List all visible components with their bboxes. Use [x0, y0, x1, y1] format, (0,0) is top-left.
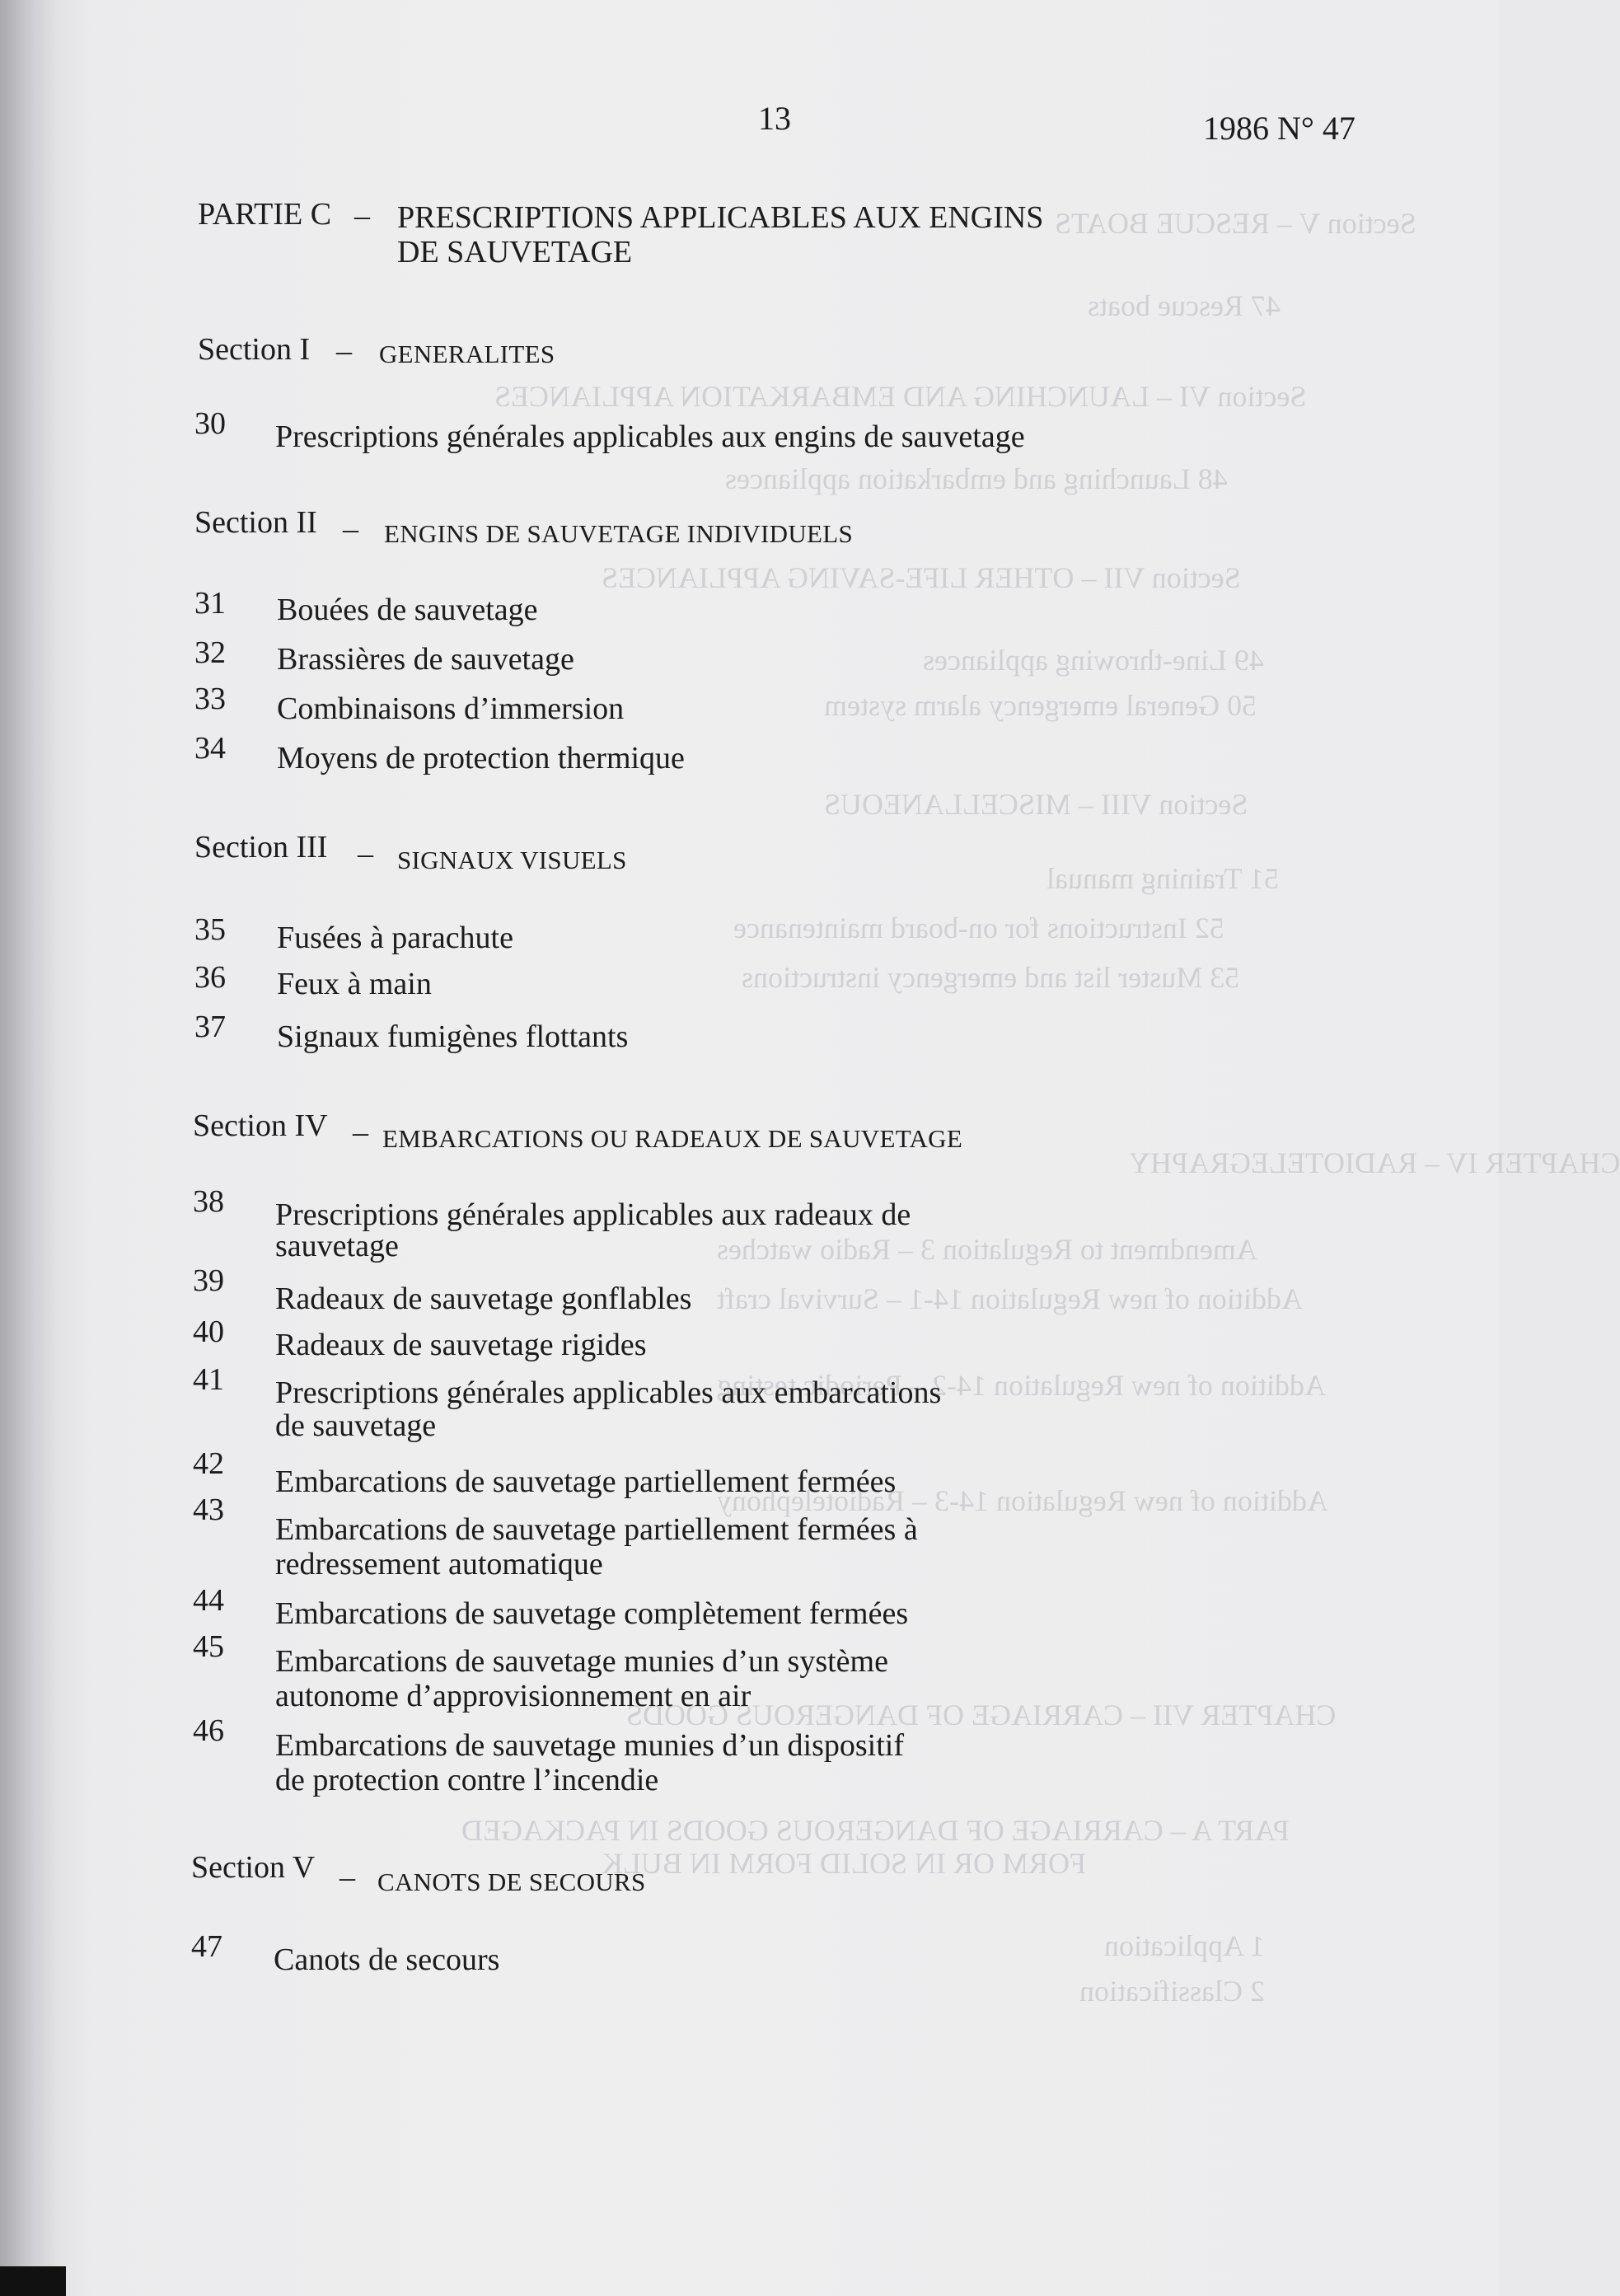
item-text: Fusées à parachute [277, 921, 513, 955]
section-label: Section II [194, 505, 317, 540]
item-number: 47 [191, 1929, 222, 1964]
item-text-cont: autonome d’approvisionnement en air [275, 1679, 751, 1713]
item-number: 40 [193, 1314, 224, 1349]
item-number: 32 [194, 635, 226, 670]
section-title: GENERALITES [379, 340, 555, 368]
item-text: Feux à main [277, 967, 432, 1001]
item-number: 34 [194, 731, 226, 766]
part-label: PARTIE C [198, 197, 332, 232]
item-number: 42 [193, 1446, 224, 1481]
scan-edge-shadow [0, 2266, 66, 2296]
item-number: 35 [194, 912, 226, 947]
section-label: Section IV [193, 1108, 328, 1143]
item-text: Embarcations de sauvetage partiellement fermées [275, 1464, 897, 1499]
item-text-cont: de protection contre l’incendie [275, 1763, 659, 1797]
item-text: Prescriptions générales applicables aux radeaux de [275, 1197, 911, 1232]
section-title: EMBARCATIONS OU RADEAUX DE SAUVETAGE [382, 1124, 963, 1153]
issue-number: 1986 N° 47 [1203, 110, 1355, 147]
item-number: 33 [194, 682, 226, 716]
section-dash: – [336, 334, 352, 368]
item-text: Prescriptions générales applicables aux embarcations [275, 1375, 942, 1410]
item-text: Prescriptions générales applicables aux engins de sauvetage [275, 419, 1025, 454]
item-text-cont: sauvetage [275, 1229, 399, 1263]
section-dash: – [353, 1115, 368, 1150]
item-number: 30 [194, 406, 226, 441]
part-dash: – [354, 199, 370, 233]
item-number: 45 [193, 1629, 224, 1664]
item-number: 31 [194, 586, 226, 621]
book-spine-shadow [0, 0, 58, 2296]
item-text: Embarcations de sauvetage munies d’un système [275, 1644, 888, 1679]
part-title-line1: PRESCRIPTIONS APPLICABLES AUX ENGINS [397, 200, 1044, 235]
item-text: Embarcations de sauvetage complètement fermées [275, 1596, 909, 1631]
item-text: Signaux fumigènes flottants [277, 1019, 629, 1054]
item-text: Bouées de sauvetage [277, 593, 538, 627]
item-text: Brassières de sauvetage [277, 642, 574, 677]
section-dash: – [343, 512, 358, 546]
document-page: Section V – RESCUE BOATS 47 Rescue boats Section VI – LAUNCHING AND EMBARKATION APPLIANCES 48 Launching and embarkation appliances Section VII – OTHER LIFE-SAVING APPLIANCES 49 Line-throwing appliances 50 General emergency alarm system Section VIII – MISCELLANEOUS 51 Training manual 52 Instructions for on-board maintenance 53 Muster list and emergency instructions CHAPTER IV – RADIOTELEGRAPHY Amendment to Regulation 3 – Radio watches Addition of new Regulation 14-1 – Survival craft Addition of new Regulation 14-2 – Periodic testing Addition of new Regulation 14-3 – Radiotelephony CHAPTER VII – CARRIAGE OF DANGEROUS GOODS PART A – CARRIAGE OF DANGEROUS GOODS IN PACKAGED FORM OR IN SOLID FORM IN BULK 1 Application 2 Classification 13 1986 N° 47 PARTIE C – PRESCRIPTIONS APPLICABLES AUX ENGINS DE SAUVETAGE Section I – GENERALITES 30 Prescriptions générales applicables aux engins de sauvetage Section II – ENGINS DE SAUVETAGE INDIVIDUELS 31 Bouées de sauvetage 32 Brassières de sauvetage 33 Combinaisons d’immersion 34 Moyens de protection thermique Section III – SIGNAUX VISUELS 35 Fusées à parachute 36 Feux à main 37 Signaux fumigènes flottants Section IV – EMBARCATIONS OU RADEAUX DE SAUVETAGE 38 Prescriptions générales applicables aux radeaux de sauvetage 39 Radeaux de sauvetage gonflables 40 Radeaux de sauvetage rigides 41 Prescriptions générales applicables aux embarcations de sauvetage 42 Embarcations de sauvetage partiellement fermées 43 Embarcations de sauvetage partiellement fermées à redressement automatique 44 Embarcations de sauvetage complètement fermées 45 Embarcations de sauvetage munies d’un système autonome d’approvisionnement en air 46 Embarcations de sauvetage munies d’un dispositif de protection contre l’incendie Section V – CANOTS DE SECOURS 47 Canots de secours [0, 0, 1498, 2296]
item-number: 37 [194, 1010, 226, 1044]
section-title: CANOTS DE SECOURS [377, 1867, 646, 1896]
item-text: Canots de secours [274, 1942, 500, 1977]
item-text-cont: redressement automatique [275, 1547, 603, 1581]
item-text: Embarcations de sauvetage partiellement fermées à [275, 1512, 918, 1547]
section-label: Section I [198, 332, 311, 367]
page-number: 13 [758, 100, 791, 137]
item-number: 46 [193, 1713, 224, 1748]
section-title: ENGINS DE SAUVETAGE INDIVIDUELS [384, 519, 854, 548]
section-dash: – [339, 1860, 355, 1895]
section-dash: – [358, 836, 373, 871]
item-number: 44 [193, 1583, 224, 1618]
item-text: Radeaux de sauvetage rigides [275, 1328, 647, 1362]
item-text: Embarcations de sauvetage munies d’un dispositif [275, 1728, 904, 1763]
item-number: 36 [194, 960, 226, 995]
item-number: 38 [193, 1184, 224, 1219]
section-label: Section V [191, 1850, 316, 1885]
item-number: 41 [193, 1362, 224, 1397]
section-title: SIGNAUX VISUELS [397, 846, 627, 874]
item-text: Radeaux de sauvetage gonflables [275, 1282, 692, 1316]
item-text: Moyens de protection thermique [277, 741, 685, 775]
section-label: Section III [194, 830, 328, 865]
part-title-line2: DE SAUVETAGE [397, 235, 633, 269]
item-number: 43 [193, 1492, 224, 1527]
item-text-cont: de sauvetage [275, 1408, 437, 1443]
item-text: Combinaisons d’immersion [277, 691, 625, 726]
item-number: 39 [193, 1263, 224, 1298]
